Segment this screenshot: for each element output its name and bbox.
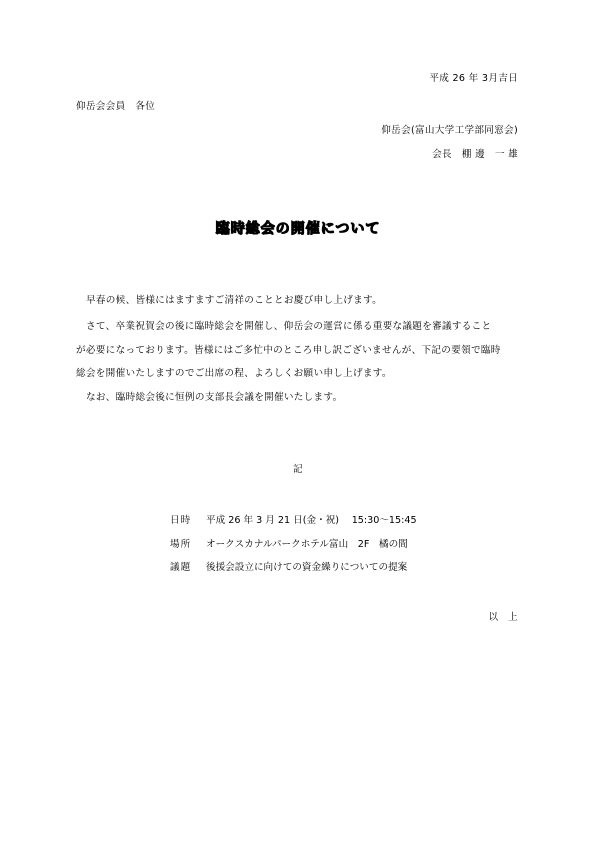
document-title: 臨時総会の開催について	[215, 221, 381, 237]
body-paragraph-2-line-1: さて、卒業祝賀会の後に臨時総会を開催し、仰岳会の運営に係る重要な議題を審議すること	[86, 321, 492, 332]
detail-agenda	[170, 561, 407, 574]
detail-label: 議題	[170, 562, 192, 573]
detail-datetime	[170, 514, 417, 527]
document-date: 平成 26 年 3月吉日	[429, 73, 518, 84]
recipient: 仰岳会会員 各位	[76, 101, 156, 112]
body-paragraph-3: なお、臨時総会後に恒例の支部長会議を開催いたします。	[86, 392, 343, 403]
detail-label: 日時	[170, 515, 192, 526]
detail-venue	[170, 538, 408, 551]
detail-value: 平成 26 年 3 月 21 日(金・祝) 15:30～15:45	[206, 515, 417, 526]
detail-value: 後援会設立に向けての資金繰りについての提案	[206, 562, 408, 573]
closing: 以 上	[488, 612, 518, 623]
ki-heading: 記	[293, 464, 303, 475]
body-paragraph-1: 早春の候、皆様にはますますご清祥のこととお慶び申し上げます。	[86, 295, 383, 306]
detail-value: オークスカナルパークホテル富山 2F 橘の間	[206, 539, 408, 550]
body-paragraph-2-line-3: 総会を開催いたしますのでご出席の程、よろしくお願い申し上げます。	[76, 368, 392, 379]
sender-name: 会長 棚 邊 一 雄	[432, 149, 518, 160]
detail-label: 場所	[170, 539, 192, 550]
body-paragraph-2-line-2: が必要になっております。皆様にはご多忙中のところ申し訳ございませんが、下記の要領で臨時	[76, 345, 501, 356]
sender-organization: 仰岳会(富山大学工学部同窓会)	[381, 125, 518, 136]
